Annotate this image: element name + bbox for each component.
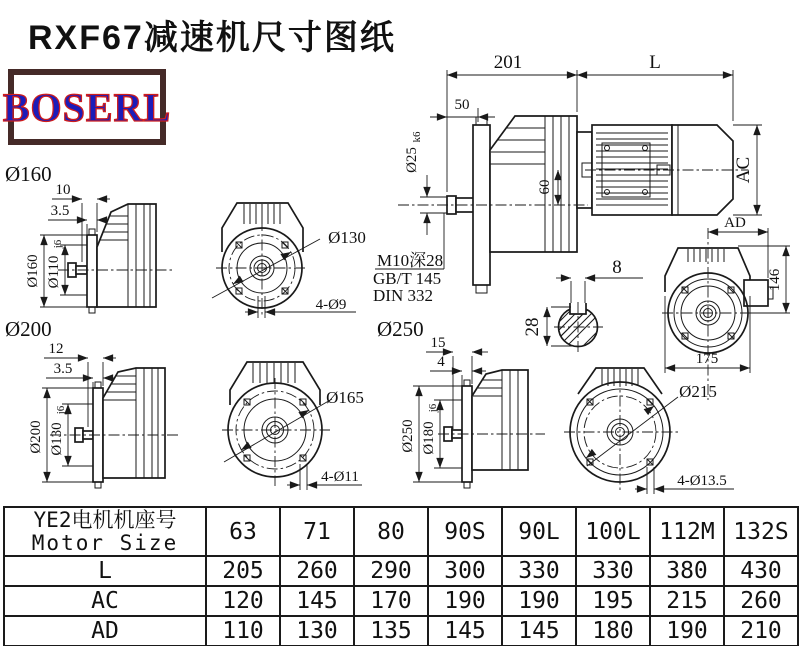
dim-200-a: 12	[48, 341, 64, 357]
dim-250-spigot: Ø180	[421, 421, 437, 455]
dim-201: 201	[493, 52, 523, 73]
dim-200-outer: Ø200	[28, 420, 44, 454]
brand-logo-text: BOSERL	[2, 84, 172, 130]
assembly-view	[398, 52, 762, 293]
column-header: 71	[280, 507, 354, 556]
cell: 330	[502, 556, 576, 586]
dim-200-b: 3.5	[53, 361, 73, 377]
thread-spec-note	[373, 213, 444, 305]
table-row-L	[4, 556, 798, 586]
cell: 110	[206, 616, 280, 646]
dim-130-holes: 4-Ø9	[315, 297, 347, 313]
flange200-side-view	[28, 341, 178, 488]
thread-spec: M10深28	[377, 251, 444, 270]
cell: 430	[724, 556, 798, 586]
section-label-200: Ø200	[5, 317, 52, 341]
cell: 205	[206, 556, 280, 586]
dim-146: 146	[767, 268, 783, 292]
dim-160-outer: Ø160	[25, 254, 41, 288]
keyway-section-view	[522, 257, 643, 389]
dim-215-holes: 4-Ø13.5	[677, 473, 727, 489]
column-header: 100L	[576, 507, 650, 556]
table-header-row	[4, 507, 798, 556]
dim-200-spigot: Ø130	[49, 422, 65, 456]
gear-housing	[490, 116, 577, 252]
dim-160-spigot: Ø110	[46, 255, 62, 289]
table-row-AD	[4, 616, 798, 646]
flange160-plate	[87, 235, 97, 307]
cell: 170	[354, 586, 428, 616]
dim-215-bolt-circle: Ø215	[679, 382, 717, 401]
flange250-side-view	[400, 335, 545, 488]
dim-175: 175	[695, 351, 719, 367]
output-shaft-front-view	[662, 215, 790, 400]
section-label-250: Ø250	[377, 317, 424, 341]
cell: 260	[280, 556, 354, 586]
dim-shaft-tol: k6	[411, 131, 423, 143]
cell: 330	[576, 556, 650, 586]
cell: 120	[206, 586, 280, 616]
dim-shaft-dia: Ø25	[404, 147, 420, 173]
dim-50: 50	[454, 97, 470, 113]
dim-AD: AD	[724, 215, 746, 231]
table-row-AC	[4, 586, 798, 616]
flange165-front-view	[222, 362, 364, 490]
flange250-housing	[472, 370, 528, 470]
cell: 215	[650, 586, 724, 616]
section-label-160: Ø160	[5, 162, 52, 186]
flange160-housing	[97, 204, 156, 307]
flange130-front-view	[212, 203, 366, 318]
flange160-side-view	[25, 182, 172, 313]
dim-250-outer: Ø250	[400, 419, 416, 453]
dim-key-width: 8	[612, 257, 622, 278]
cell: 145	[280, 586, 354, 616]
cell: 190	[502, 586, 576, 616]
row-label: AC	[4, 586, 206, 616]
cell: 210	[724, 616, 798, 646]
column-header: 132S	[724, 507, 798, 556]
standard-gbt: GB/T 145	[373, 269, 442, 288]
dimension-table	[3, 506, 799, 646]
dim-60: 60	[537, 179, 553, 195]
column-header: 112M	[650, 507, 724, 556]
terminal-box	[744, 280, 768, 306]
header-en: Motor Size	[31, 530, 179, 555]
cell: 135	[354, 616, 428, 646]
cell: 380	[650, 556, 724, 586]
cell: 300	[428, 556, 502, 586]
motor-size-header-cell	[4, 507, 206, 556]
dim-L: L	[649, 52, 661, 73]
column-header: 90S	[428, 507, 502, 556]
cell: 130	[280, 616, 354, 646]
page-title: RXF67减速机尺寸图纸	[28, 19, 396, 57]
cell: 260	[724, 586, 798, 616]
dim-250-spigot-tol: j6	[427, 403, 439, 413]
dim-130-bolt-circle: Ø130	[328, 228, 366, 247]
cell: 190	[428, 586, 502, 616]
cell: 195	[576, 586, 650, 616]
dim-165-bolt-circle: Ø165	[326, 388, 364, 407]
dim-165-holes: 4-Ø11	[321, 469, 359, 485]
row-label: L	[4, 556, 206, 586]
flange215-front-view	[564, 368, 734, 494]
column-header: 63	[206, 507, 280, 556]
column-header: 80	[354, 507, 428, 556]
cell: 190	[650, 616, 724, 646]
dim-200-spigot-tol: j6	[55, 405, 67, 415]
dim-160-spigot-tol: j6	[52, 239, 64, 249]
dim-160-b: 3.5	[50, 203, 70, 219]
header-cn: YE2电机机座号	[33, 507, 177, 532]
cell: 145	[502, 616, 576, 646]
dim-250-b: 4	[437, 354, 445, 370]
column-header: 90L	[502, 507, 576, 556]
cell: 180	[576, 616, 650, 646]
cell: 145	[428, 616, 502, 646]
cell: 290	[354, 556, 428, 586]
dim-160-a: 10	[55, 182, 71, 198]
dim-key-height: 28	[522, 317, 543, 337]
row-label: AD	[4, 616, 206, 646]
dim-AC: AC	[733, 156, 754, 184]
standard-din: DIN 332	[373, 286, 433, 305]
dim-250-a: 15	[430, 335, 446, 351]
